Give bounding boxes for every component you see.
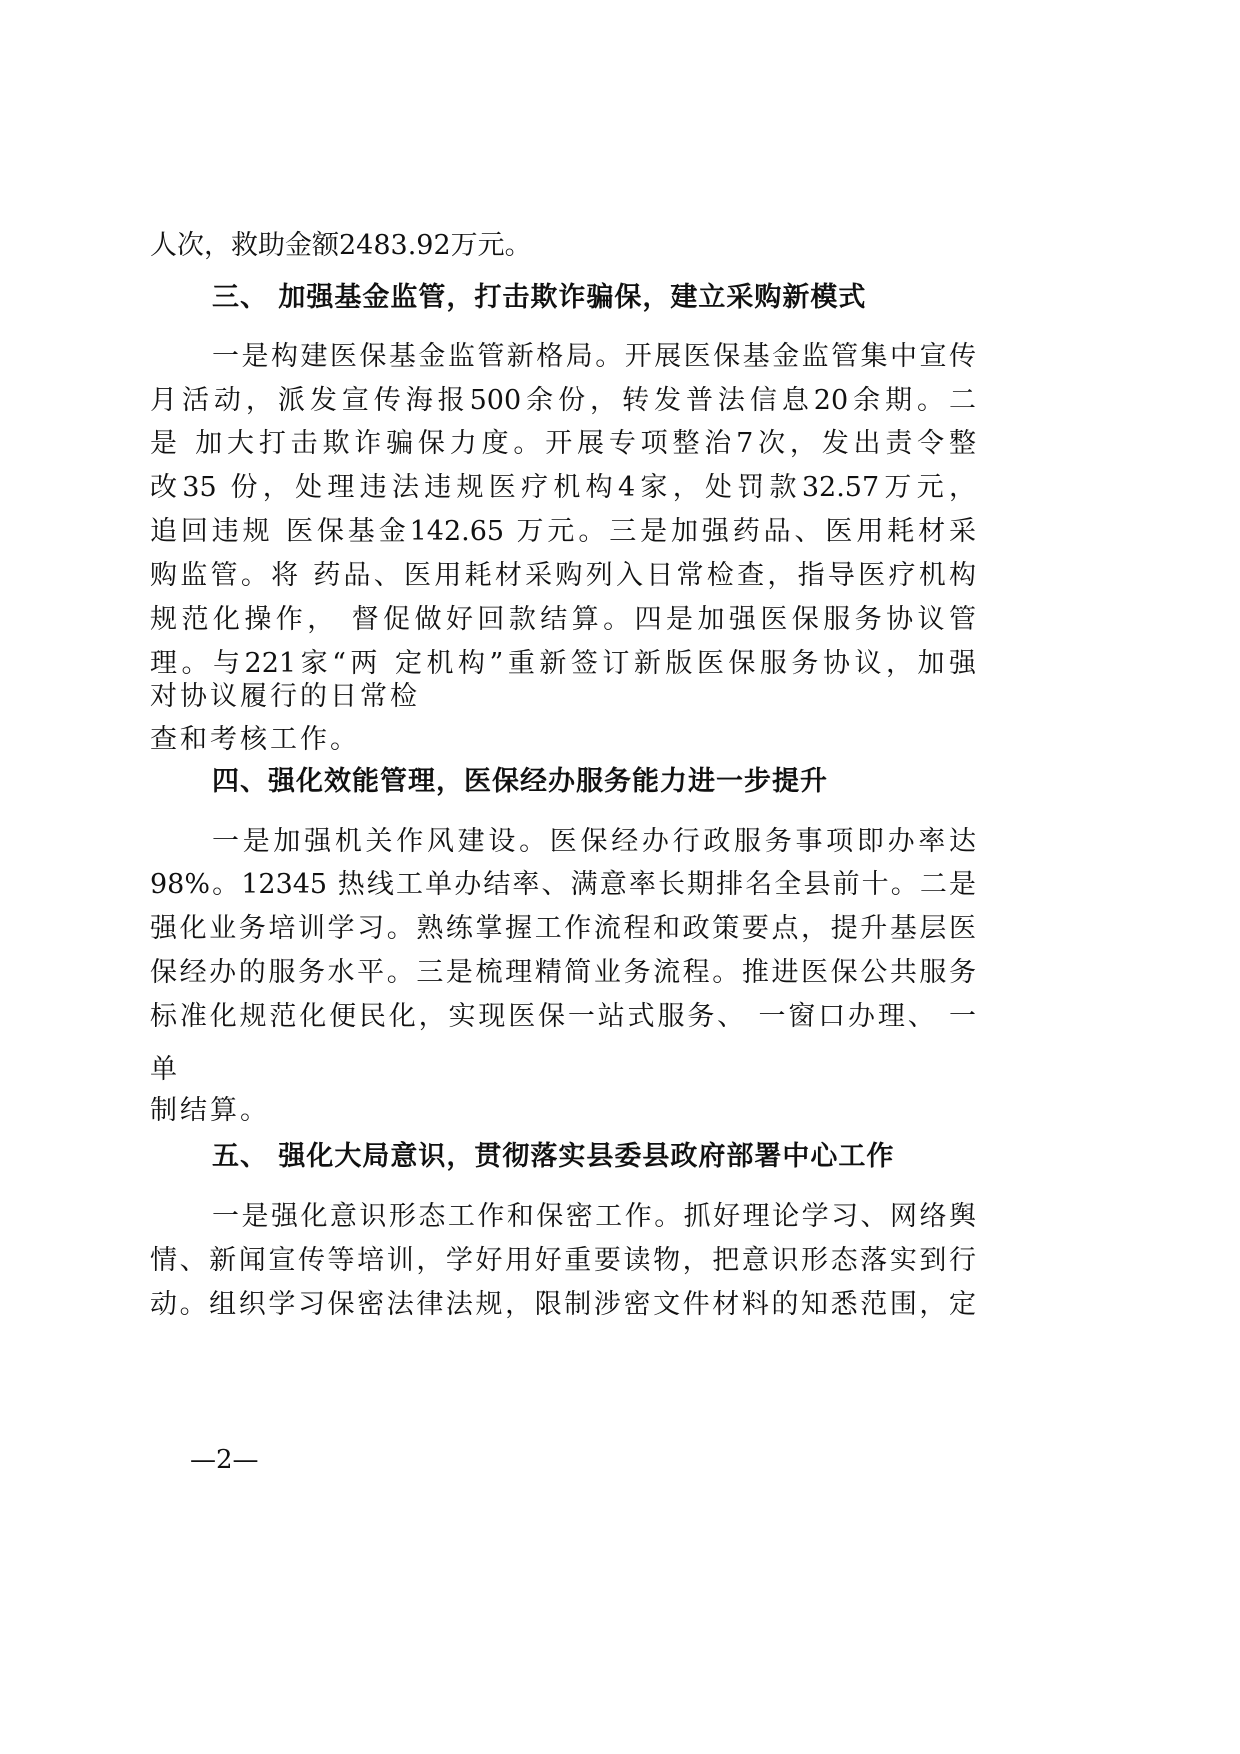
page-number: —2—: [190, 1445, 259, 1475]
paragraph-line: 动。组织学习保密法律法规，限制涉密文件材料的知悉范围，定: [150, 1289, 976, 1320]
paragraph-line: 是 加大打击欺诈骗保力度。开展专项整治7次，发出责令整: [150, 428, 976, 459]
paragraph-line: 保经办的服务水平。三是梳理精简业务流程。推进医保公共服务: [150, 957, 976, 988]
section-heading-5: 五、 强化大局意识，贯彻落实县委县政府部署中心工作: [212, 1141, 895, 1172]
paragraph-line: 标准化规范化便民化，实现医保一站式服务、 一窗口办理、 一: [150, 1001, 976, 1032]
paragraph-line: 改35 份，处理违法违规医疗机构4家，处罚款32.57万元，: [150, 472, 976, 503]
paragraph-line: 98%。12345 热线工单办结率、满意率长期排名全县前十。二是: [150, 869, 976, 900]
paragraph-line: 一是构建医保基金监管新格局。开展医保基金监管集中宣传: [212, 341, 976, 372]
paragraph-line: 制结算。: [150, 1095, 270, 1126]
paragraph-line: 追回违规 医保基金142.65 万元。三是加强药品、医用耗材采: [150, 516, 976, 547]
paragraph-line: 强化业务培训学习。熟练掌握工作流程和政策要点，提升基层医: [150, 913, 976, 944]
paragraph-line: 情、新闻宣传等培训，学好用好重要读物，把意识形态落实到行: [150, 1245, 976, 1276]
paragraph-line: 月活动，派发宣传海报500余份，转发普法信息20余期。二: [150, 385, 976, 416]
paragraph-line: 对协议履行的日常检: [150, 681, 420, 712]
section-heading-3: 三、 加强基金监管，打击欺诈骗保，建立采购新模式: [212, 282, 867, 313]
paragraph-line: 一是加强机关作风建设。医保经办行政服务事项即办率达: [212, 826, 976, 857]
paragraph-line: 规范化操作， 督促做好回款结算。四是加强医保服务协议管: [150, 604, 976, 635]
paragraph-line: 购监管。将 药品、医用耗材采购列入日常检查，指导医疗机构: [150, 560, 976, 591]
paragraph-line: 一是强化意识形态工作和保密工作。抓好理论学习、网络舆: [212, 1201, 976, 1232]
paragraph-line: 人次，救助金额2483.92万元。: [150, 230, 532, 261]
paragraph-line: 查和考核工作。: [150, 724, 360, 755]
section-heading-4: 四、强化效能管理，医保经办服务能力进一步提升: [212, 766, 828, 797]
paragraph-line: 理。与221家“两 定机构”重新签订新版医保服务协议，加强: [150, 648, 976, 679]
paragraph-line: 单: [150, 1054, 177, 1085]
